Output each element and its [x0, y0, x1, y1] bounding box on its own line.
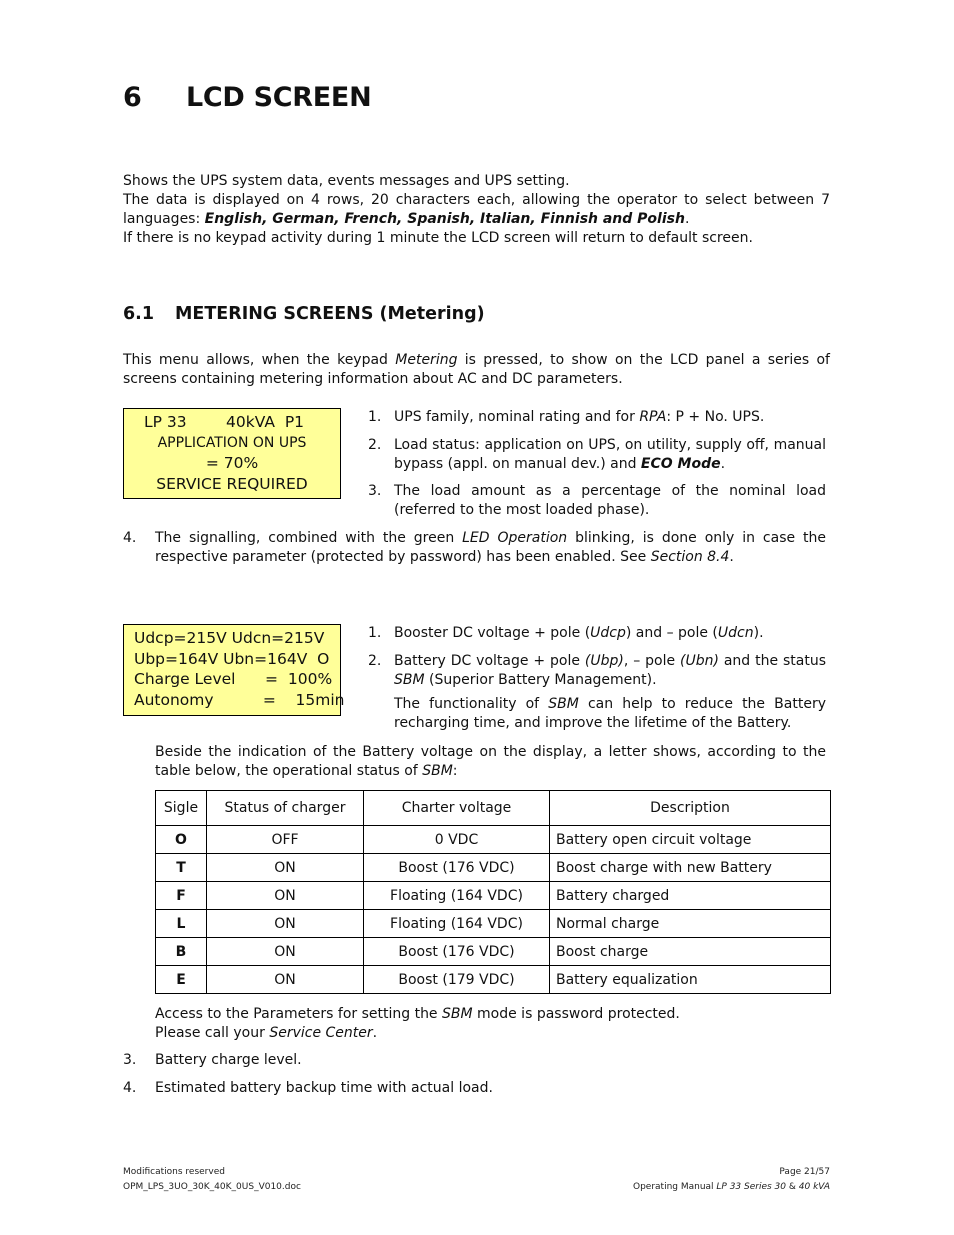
- text-run: mode is password protected.: [472, 1006, 680, 1022]
- lcd2-row-1: Udcp=215V Udcn=215V: [134, 629, 325, 647]
- password-note-line-1: [155, 1005, 826, 1024]
- table-cell: Boost charge with new Battery: [550, 854, 831, 882]
- text-run: and the status: [718, 653, 826, 669]
- text-run: blinking, is done only in case the respective parameter (protected by password) has been enabled. See: [155, 530, 826, 565]
- lcd1-row-1: LP 33 40kVA P1: [144, 413, 305, 431]
- lcd1-row-2: APPLICATION ON UPS: [157, 434, 307, 451]
- password-note-line-2: [155, 1024, 826, 1043]
- text-run: Load status: application on UPS, on utility, supply off, manual bypass (appl. on manual dev.) and: [394, 437, 826, 472]
- header-voltage: Charter voltage: [364, 791, 550, 826]
- text-run: .: [372, 1025, 378, 1041]
- footer-left: [123, 1165, 301, 1195]
- list-item: [368, 408, 826, 427]
- table-cell: Battery open circuit voltage: [550, 826, 831, 854]
- list-text: [394, 408, 826, 427]
- table-cell: OFF: [207, 826, 364, 854]
- table-cell: 0 VDC: [364, 826, 550, 854]
- table-cell: E: [156, 966, 207, 994]
- text-run: .: [720, 456, 726, 472]
- section-intro-text-end: is pressed, to show on the LCD panel a series of screens containing metering information about AC and DC parameters.: [123, 352, 830, 387]
- text-run: Udcn: [717, 625, 754, 641]
- table-cell: Boost charge: [550, 938, 831, 966]
- list-text: [394, 624, 826, 643]
- metering-key: Metering: [395, 352, 458, 368]
- list-number: 3.: [123, 1052, 137, 1068]
- list-text: [394, 695, 826, 733]
- header-status: Status of charger: [207, 791, 364, 826]
- list-number: 4.: [123, 1080, 137, 1096]
- list-number: 1.: [368, 625, 382, 641]
- footer-filename: OPM_LPS_3UO_30K_40K_0US_V010.doc: [123, 1182, 301, 1192]
- text-run: Booster DC voltage + pole (: [394, 625, 591, 641]
- intro-line-3: If there is no keypad activity during 1 minute the LCD screen will return to default screen.: [123, 230, 753, 246]
- text-run: Section 8.4: [650, 549, 730, 565]
- text-run: Beside the indication of the Battery voltage on the display, a letter shows, according to the table below, the operational status of: [155, 744, 826, 779]
- table-cell: ON: [207, 854, 364, 882]
- text-run: Please call your: [155, 1025, 270, 1041]
- lcd2-row-3: Charge Level = 100%: [134, 670, 333, 688]
- text-run: ) and – pole (: [625, 625, 718, 641]
- table-row: [156, 910, 831, 938]
- list-item: [368, 624, 826, 643]
- text-run: (Superior Battery Management).: [424, 672, 657, 688]
- lcd1-row-3: = 70%: [205, 454, 259, 472]
- list-text: The load amount as a percentage of the nominal load (referred to the most loaded phase).: [394, 483, 826, 518]
- list-item: [123, 1079, 826, 1098]
- text-run: , – pole: [623, 653, 680, 669]
- text-run: .: [729, 549, 734, 565]
- text-run: SBM: [422, 763, 453, 779]
- lcd-screen-2: [123, 624, 345, 716]
- table-cell: Boost (179 VDC): [364, 966, 550, 994]
- list-text: Estimated battery backup time with actual load.: [155, 1080, 493, 1096]
- list-number: 1.: [368, 409, 382, 425]
- table-row: [156, 826, 831, 854]
- text-run: (Ubn): [680, 653, 719, 669]
- table-row: [156, 938, 831, 966]
- list-item: [123, 529, 826, 567]
- text-run: Operating Manual: [632, 1182, 717, 1192]
- text-run: :: [452, 763, 458, 779]
- text-run: SBM: [394, 672, 425, 688]
- text-run: LED Operation: [462, 530, 568, 546]
- intro-line-2-text: The data is displayed on 4 rows, 20 characters each, allowing the operator to select between 7 languages:: [123, 192, 830, 227]
- text-run: 40 kVA: [798, 1182, 830, 1192]
- list-number: 2.: [368, 437, 382, 453]
- list-text: [155, 529, 826, 567]
- lcd2-row-4: Autonomy = 15min: [134, 690, 345, 709]
- lcd2-row-2: Ubp=164V Ubn=164V O: [134, 649, 330, 668]
- text-run: The signalling, combined with the green: [155, 530, 463, 546]
- chapter-number: 6: [123, 82, 142, 113]
- footer-manual-title: [633, 1180, 830, 1195]
- text-run: ).: [753, 625, 764, 641]
- list-text: [394, 436, 826, 474]
- table-cell: Battery equalization: [550, 966, 831, 994]
- table-cell: Floating (164 VDC): [364, 910, 550, 938]
- chapter-title: LCD SCREEN: [186, 82, 372, 113]
- lcd1-row-4: SERVICE REQUIRED: [156, 474, 308, 493]
- sbm-status-table: [155, 790, 831, 994]
- lcd-screen-1: [123, 408, 341, 499]
- list-number: 4.: [123, 530, 137, 546]
- text-run: : P + No. UPS.: [666, 409, 765, 425]
- text-run: SBM: [548, 696, 579, 712]
- section-intro: [123, 351, 830, 389]
- section-intro-text: This menu allows, when the keypad: [123, 352, 396, 368]
- table-cell: ON: [207, 882, 364, 910]
- table-cell: Normal charge: [550, 910, 831, 938]
- text-run: can help to reduce the Battery recharging time, and improve the lifetime of the Battery.: [394, 696, 826, 731]
- list-item: [123, 1051, 826, 1070]
- table-cell: Floating (164 VDC): [364, 882, 550, 910]
- footer-page-number: Page 21/57: [779, 1167, 830, 1177]
- text-run: Service Center: [269, 1025, 373, 1041]
- password-note: [155, 1005, 826, 1043]
- text-run: &: [786, 1182, 799, 1192]
- table-cell: L: [156, 910, 207, 938]
- text-run: RPA: [639, 409, 667, 425]
- text-run: (Ubp): [584, 653, 624, 669]
- table-cell: Boost (176 VDC): [364, 854, 550, 882]
- text-run: UPS family, nominal rating and for: [394, 409, 640, 425]
- text-run: Access to the Parameters for setting the: [155, 1006, 442, 1022]
- header-description: Description: [550, 791, 831, 826]
- text-run: ECO Mode: [640, 456, 721, 472]
- table-cell: Boost (176 VDC): [364, 938, 550, 966]
- table-cell: ON: [207, 966, 364, 994]
- table-cell: B: [156, 938, 207, 966]
- section-heading: [123, 304, 485, 324]
- list-item: [368, 436, 826, 474]
- list-text: [394, 652, 826, 690]
- languages-list: English, German, French, Spanish, Italian, Finnish and Polish: [204, 211, 685, 227]
- section-number: 6.1: [123, 304, 155, 324]
- table-row: [156, 854, 831, 882]
- chapter-heading: [123, 82, 371, 113]
- table-cell: T: [156, 854, 207, 882]
- intro-line-2-end: .: [684, 211, 690, 227]
- list-item: [368, 482, 826, 520]
- sbm-explanation: [155, 743, 826, 781]
- table-row: [156, 966, 831, 994]
- table-cell: O: [156, 826, 207, 854]
- footer-modifications: Modifications reserved: [123, 1167, 225, 1177]
- table-header-row: [156, 791, 831, 826]
- text-run: Battery DC voltage + pole: [394, 653, 585, 669]
- table-cell: ON: [207, 938, 364, 966]
- list-number: 3.: [368, 483, 382, 499]
- intro-line-1: Shows the UPS system data, events messages and UPS setting.: [123, 173, 570, 189]
- list-text: Battery charge level.: [155, 1052, 302, 1068]
- table-cell: Battery charged: [550, 882, 831, 910]
- text-run: LP 33 Series 30: [716, 1182, 787, 1192]
- table-cell: ON: [207, 910, 364, 938]
- text-run: SBM: [442, 1006, 473, 1022]
- section-title: METERING SCREENS (Metering): [175, 304, 485, 324]
- footer-right: [633, 1165, 830, 1195]
- list-item: [368, 652, 826, 733]
- header-sigle: Sigle: [156, 791, 207, 826]
- list-number: 2.: [368, 653, 382, 669]
- intro-paragraph: [123, 172, 830, 248]
- intro-line-2: [123, 191, 830, 229]
- text-run: The functionality of: [394, 696, 549, 712]
- text-run: Udcp: [590, 625, 626, 641]
- table-cell: F: [156, 882, 207, 910]
- table-row: [156, 882, 831, 910]
